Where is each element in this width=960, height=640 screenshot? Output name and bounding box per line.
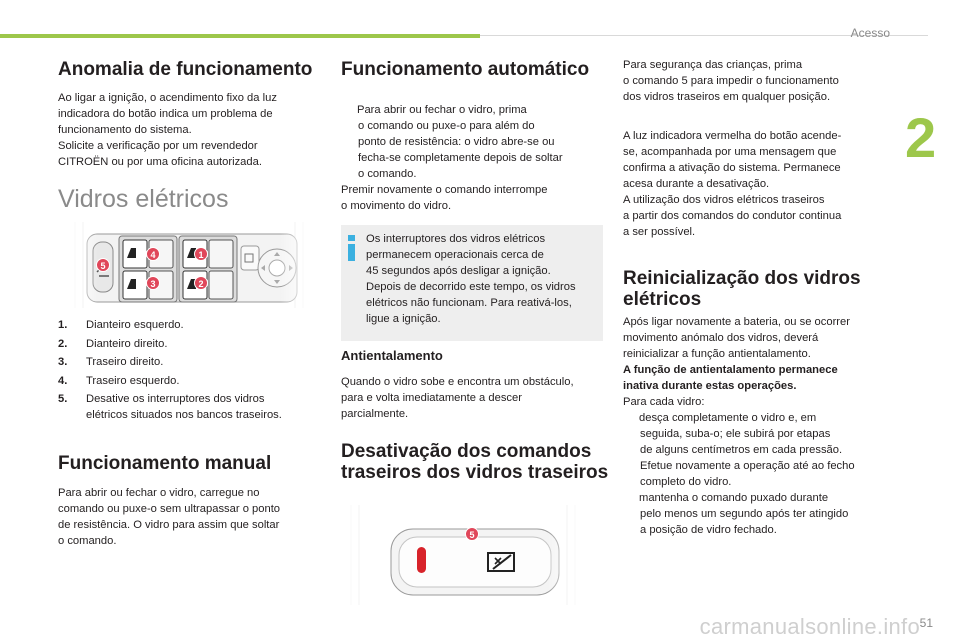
chapter-number: 2 (905, 106, 937, 169)
badge-5: 5 (96, 258, 110, 272)
rear-lock-button-illustration (343, 505, 583, 605)
section-label: Acesso (850, 26, 890, 40)
manual-heading: Funcionamento manual (58, 453, 272, 474)
manual-text: Para abrir ou fechar o vidro, carregue no comando ou puxe-o sem ultrapassar o ponto de resistência. O vidro para assim que soltar o comando. (58, 487, 281, 547)
badge-3: 3 (146, 276, 160, 290)
deactivation-heading: Desativação dos comandos traseiros dos vidros traseiros (341, 441, 609, 483)
list-item: 3. Traseiro direito. (58, 356, 164, 368)
switch-legend-list (58, 317, 320, 426)
page-number: 51 (919, 616, 933, 630)
indicator-text: A luz indicadora vermelha do botão acende- se, acompanhada por uma mensagem que confirma a ativação do sistema. Permanece acesa durante a desativação. A utilização dos vidros elétricos traseiros a partir dos comandos do condutor continua a ser possível. (623, 130, 842, 238)
anti-pinch-heading: Antientalamento (341, 348, 443, 363)
list-item: 5. Desative os interruptores dos vidros elétricos situados nos bancos traseiros. (58, 393, 282, 421)
reinit-heading: Reinicialização dos vidros elétricos (623, 268, 861, 310)
anomaly-heading: Anomalia de funcionamento (58, 59, 313, 80)
auto-heading: Funcionamento automático (341, 59, 590, 80)
list-item: 4. Traseiro esquerdo. (58, 374, 180, 387)
list-item: 2. Dianteiro direito. (58, 337, 168, 350)
badge-4: 4 (146, 247, 160, 261)
list-item: 1. Dianteiro esquerdo. (58, 319, 184, 331)
info-text: Os interruptores dos vidros elétricos permanecem operacionais cerca de 45 segundos após desligar a ignição. Depois de decorrido este tempo, os vidros elétricos não funcionam. Para reativá-los, ligue a ignição. (366, 233, 576, 325)
info-note (341, 225, 603, 341)
windows-heading: Vidros elétricos (58, 185, 229, 213)
child-safety-text: Para segurança das crianças, prima o comando 5 para impedir o funcionamento dos vidros traseiros em qualquer posição. (623, 59, 839, 103)
reinit-text: Após ligar novamente a bateria, ou se ocorrer movimento anómalo dos vidros, deverá reinicializar a função antientalamento. A função de antientalamento permanece inativa durante estas operações. Para cada vidro: desça completamente o vidro e, em seguida, suba-o; ele subirá por etapas de alguns centímetros em cada pressão. Efetue novamente a operação até ao fecho completo do vidro. mantenha o comando puxado durante pelo menos um segundo após ter atingido a posição de vidro fechado. (623, 316, 855, 536)
auto-bullet: Para abrir ou fechar o vidro, prima o comando ou puxe-o para além do ponto de resistência: o vidro abre-se ou fecha-se completamente depois de soltar o comando. Premir novamente o comando interrompe o movimento do vidro. (341, 104, 563, 212)
header-accent-bar (0, 34, 480, 38)
badge-5-rear: 5 (465, 527, 479, 541)
watermark: carmanualsonline.info (699, 614, 920, 639)
badge-2: 2 (194, 276, 208, 290)
info-icon (348, 235, 356, 261)
badge-1: 1 (194, 247, 208, 261)
anomaly-text: Ao ligar a ignição, o acendimento fixo da luz indicadora do botão indica um problema de funcionamento do sistema. Solicite a verificação por um revendedor CITROËN ou por uma oficina autorizada. (58, 92, 277, 168)
anti-pinch-text: Quando o vidro sobe e encontra um obstáculo, para e volta imediatamente a descer parcialmente. (341, 376, 574, 420)
